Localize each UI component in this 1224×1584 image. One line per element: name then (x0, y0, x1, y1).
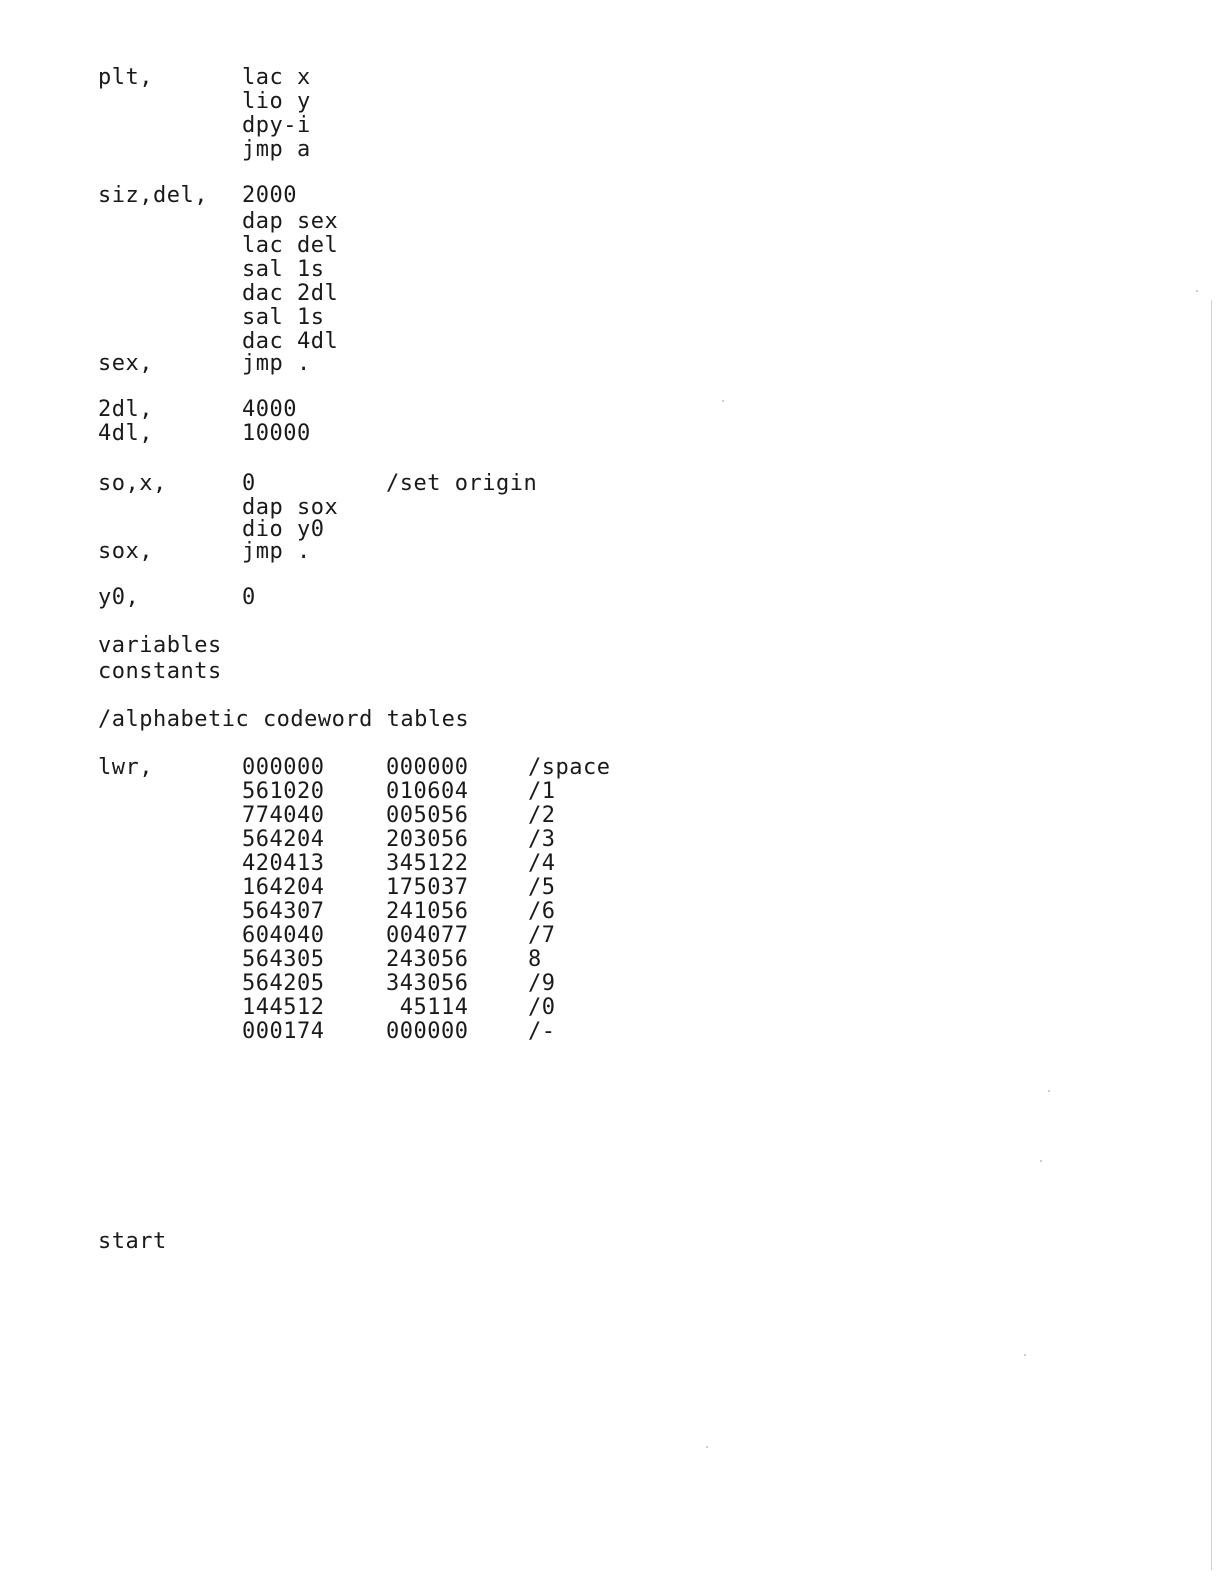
instruction-line: dpy-i (242, 113, 311, 138)
comment-codeword-tables: /alphabetic codeword tables (98, 707, 470, 732)
codeword-comment: /7 (528, 923, 556, 948)
paper-speck (1040, 1160, 1042, 1162)
codeword-first: 000174 (242, 1019, 325, 1044)
codeword-second: 175037 (386, 875, 469, 900)
codeword-first: 564307 (242, 899, 325, 924)
codeword-comment: 8 (528, 947, 542, 972)
codeword-second: 005056 (386, 803, 469, 828)
instruction-line: lio y (242, 89, 311, 114)
label-y0: y0, (98, 585, 140, 610)
codeword-comment: /4 (528, 851, 556, 876)
instruction-line: lac x (242, 65, 311, 90)
codeword-second: 243056 (386, 947, 469, 972)
instruction-line: dac 2dl (242, 281, 339, 306)
paper-speck (706, 1446, 708, 1448)
codeword-comment: /2 (528, 803, 556, 828)
codeword-first: 564305 (242, 947, 325, 972)
instruction-line: jmp a (242, 137, 311, 162)
instruction-line: sal 1s (242, 305, 325, 330)
paper-speck (1196, 290, 1198, 292)
constant-value: 4000 (242, 397, 297, 422)
pseudo-op-constants: constants (98, 659, 222, 684)
constant-value: 0 (242, 471, 256, 496)
codeword-second: 241056 (386, 899, 469, 924)
comment-set-origin: /set origin (386, 471, 538, 496)
instruction-line: jmp . (242, 539, 311, 564)
codeword-comment: /5 (528, 875, 556, 900)
codeword-second: 004077 (386, 923, 469, 948)
label-4dl: 4dl, (98, 421, 153, 446)
codeword-first: 564204 (242, 827, 325, 852)
codeword-comment: /6 (528, 899, 556, 924)
instruction-line: 2000 (242, 183, 297, 208)
codeword-second: 343056 (386, 971, 469, 996)
codeword-second: 000000 (386, 1019, 469, 1044)
codeword-second: 203056 (386, 827, 469, 852)
label-sox: sox, (98, 539, 153, 564)
codeword-comment: /space (528, 755, 611, 780)
codeword-second: 45114 (386, 995, 469, 1020)
codeword-first: 774040 (242, 803, 325, 828)
paper-speck (722, 400, 724, 402)
codeword-comment: /1 (528, 779, 556, 804)
label-sex: sex, (98, 351, 153, 376)
codeword-second: 010604 (386, 779, 469, 804)
codeword-second: 000000 (386, 755, 469, 780)
constant-value: 10000 (242, 421, 311, 446)
instruction-line: lac del (242, 233, 339, 258)
codeword-comment: /9 (528, 971, 556, 996)
paper-speck (1024, 1354, 1026, 1356)
constant-value: 0 (242, 585, 256, 610)
instruction-line: dap sox (242, 495, 339, 520)
label-2dl: 2dl, (98, 397, 153, 422)
instruction-line: dap sex (242, 209, 339, 234)
codeword-first: 604040 (242, 923, 325, 948)
page-edge-line (1211, 300, 1212, 1570)
label-plt: plt, (98, 65, 153, 90)
label-so-x: so,x, (98, 471, 167, 496)
codeword-first: 420413 (242, 851, 325, 876)
codeword-comment: /- (528, 1019, 556, 1044)
codeword-comment: /3 (528, 827, 556, 852)
label-siz-del: siz,del, (98, 183, 208, 208)
codeword-first: 561020 (242, 779, 325, 804)
codeword-first: 144512 (242, 995, 325, 1020)
codeword-second: 345122 (386, 851, 469, 876)
instruction-line: sal 1s (242, 257, 325, 282)
paper-speck (1048, 1090, 1050, 1092)
label-lwr: lwr, (98, 755, 153, 780)
instruction-line: dio y0 (242, 517, 325, 542)
codeword-first: 564205 (242, 971, 325, 996)
instruction-line: jmp . (242, 351, 311, 376)
instruction-line: dac 4dl (242, 329, 339, 354)
pseudo-op-variables: variables (98, 633, 222, 658)
pseudo-op-start: start (98, 1229, 167, 1254)
codeword-comment: /0 (528, 995, 556, 1020)
codeword-first: 000000 (242, 755, 325, 780)
codeword-first: 164204 (242, 875, 325, 900)
